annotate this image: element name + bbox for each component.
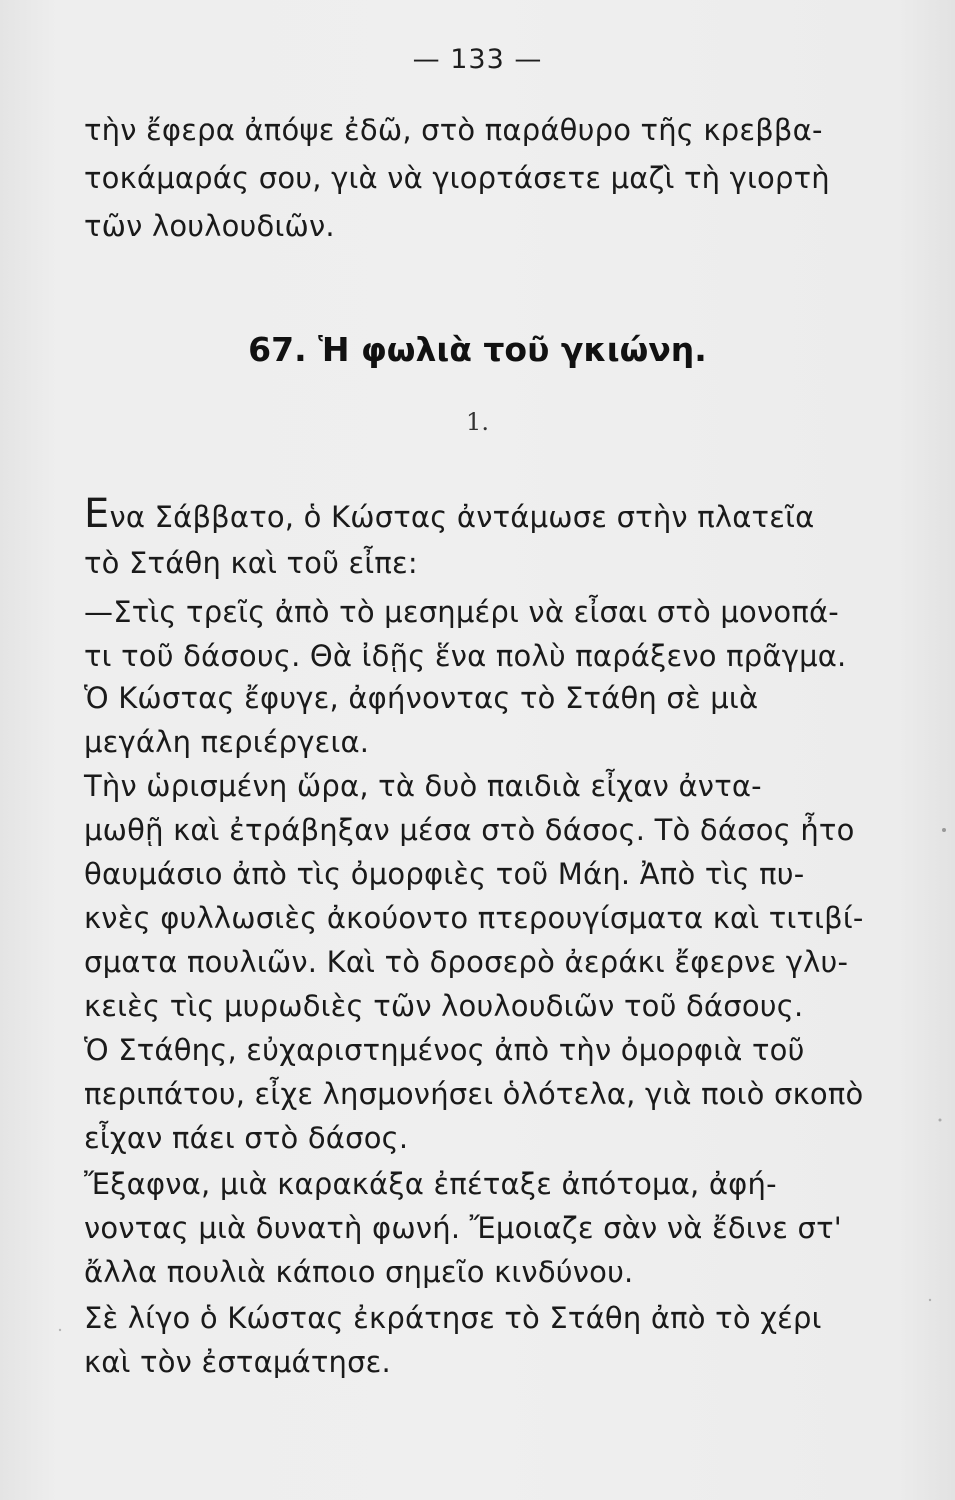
paper-speck: [942, 828, 946, 832]
text-line: Ὁ Στάθης, εὐχαριστημένος ἀπὸ τὴν ὀμορφιὰ τοῦ: [84, 1033, 805, 1067]
text-line: τὴν ἔφερα ἀπόψε ἐδῶ, στὸ παράθυρο τῆς κρεββα-: [84, 113, 823, 147]
text-line: σματα πουλιῶν. Καὶ τὸ δροσερὸ ἀεράκι ἔφερνε γλυ-: [84, 945, 849, 979]
text-line: κειὲς τὶς μυρωδιὲς τῶν λουλουδιῶν τοῦ δάσους.: [84, 989, 804, 1023]
section-number: 1.: [466, 408, 489, 436]
text-line: Τὴν ὡρισμένη ὥρα, τὰ δυὸ παιδιὰ εἶχαν ἀντα-: [84, 769, 762, 803]
text-line: τὸ Στάθη καὶ τοῦ εἶπε:: [84, 546, 418, 580]
paper-speck: [59, 1329, 61, 1331]
text-line: κνὲς φυλλωσιὲς ἀκούοντο πτερουγίσματα καὶ τιτιβί-: [84, 901, 864, 935]
text-line: μωθῇ καὶ ἐτράβηξαν μέσα στὸ δάσος. Τὸ δάσος ἦτο: [84, 813, 855, 847]
text-line: μεγάλη περιέργεια.: [84, 725, 370, 759]
paper-speck: [939, 1119, 942, 1122]
first-line-rest: να Σάββατο, ὁ Κώστας ἀντάμωσε στὴν πλατεῖα: [109, 500, 815, 534]
text-line: θαυμάσιο ἀπὸ τὶς ὀμορφιὲς τοῦ Μάη. Ἀπὸ τὶς πυ-: [84, 857, 805, 891]
chapter-heading: 67. Ἡ φωλιὰ τοῦ γκιώνη.: [248, 330, 707, 369]
text-line: νοντας μιὰ δυνατὴ φωνή. Ἔμοιαζε σὰν νὰ ἔδινε στ': [84, 1211, 842, 1245]
text-line: τῶν λουλουδιῶν.: [84, 209, 335, 243]
text-line: καὶ τὸν ἐσταμάτησε.: [84, 1345, 391, 1379]
text-line: ἄλλα πουλιὰ κάποιο σημεῖο κινδύνου.: [84, 1255, 634, 1289]
text-line: Σὲ λίγο ὁ Κώστας ἐκράτησε τὸ Στάθη ἀπὸ τὸ χέρι: [84, 1301, 822, 1335]
text-line: Ἔξαφνα, μιὰ καρακάξα ἐπέταξε ἀπότομα, ἀφή-: [84, 1167, 777, 1201]
text-line: —Στὶς τρεῖς ἀπὸ τὸ μεσημέρι νὰ εἶσαι στὸ μονοπά-: [84, 595, 839, 629]
text-line: τι τοῦ δάσους. Θὰ ἰδῇς ἕνα πολὺ παράξενο πρᾶγμα.: [84, 639, 847, 673]
paper-speck: [929, 1299, 931, 1301]
text-line: εἶχαν πάει στὸ δάσος.: [84, 1121, 409, 1155]
page-number: — 133 —: [412, 44, 543, 75]
text-line: περιπάτου, εἶχε λησμονήσει ὁλότελα, γιὰ ποιὸ σκοπὸ: [84, 1077, 864, 1111]
text-line: Ὁ Κώστας ἔφυγε, ἀφήνοντας τὸ Στάθη σὲ μιὰ: [84, 681, 759, 715]
drop-cap: Ε: [84, 491, 110, 537]
text-line: τοκάμαράς σου, γιὰ νὰ γιορτάσετε μαζὶ τὴ γιορτὴ: [84, 161, 830, 195]
text-line-first: [84, 491, 815, 537]
